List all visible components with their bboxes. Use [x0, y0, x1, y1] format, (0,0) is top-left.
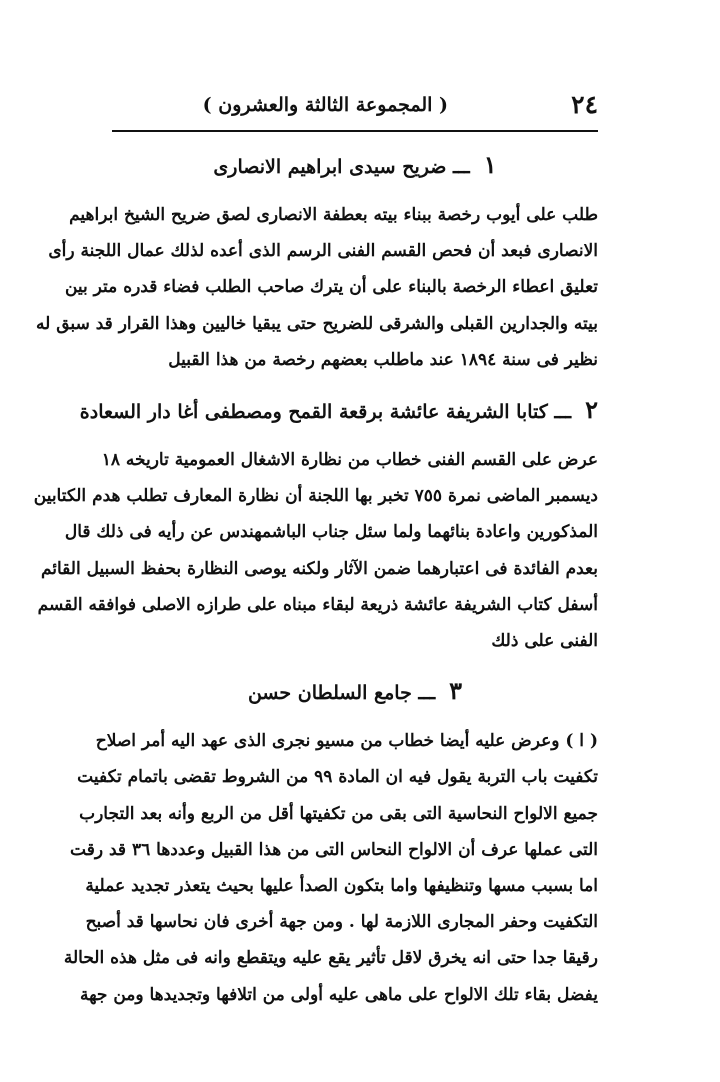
paragraph-line: ( ا ) وعرض عليه أيضا خطاب من مسيو نجرى الذى عهد اليه أمر اصلاح	[95, 731, 598, 752]
paragraph-line: المذكورين واعادة بنائهما ولما سئل جناب الباشمهندس عن رأيه فى ذلك قال	[64, 522, 598, 543]
section-title-2: ـــ كتابا الشريفة عائشة برقعة القمح ومصطفى أغا دار السعادة	[79, 401, 572, 424]
page-body	[33, 145, 598, 1013]
paragraph-line: طلب على أيوب رخصة ببناء بيته بعطفة الانصارى لصق ضريح الشيخ ابراهيم	[69, 205, 598, 225]
section-number-3: ٣	[449, 676, 463, 706]
paragraph-line: جميع الالواح النحاسية التى بقى من تكفيتها أقل من الربع وأنه بعد التجارب	[79, 803, 598, 824]
section-number-1: ١	[483, 150, 497, 179]
header-rule	[112, 130, 598, 132]
section-paragraph-3	[63, 723, 598, 1013]
section-heading-3	[112, 671, 598, 713]
paragraph-line: بعدم الفائدة فى اعتبارهما ضمن الآثار ولكنه يوصى النظارة بحفظ السبيل القائم	[40, 558, 598, 579]
paragraph-line: بيته والجدارين القبلى والشرقى للضريح حتى يبقيا خاليين وهذا القرار قد سبق له	[36, 313, 598, 334]
running-title: ( المجموعة الثالثة والعشرون )	[202, 94, 448, 116]
paragraph-line: الانصارى فبعد أن فحص القسم الفنى الرسم الذى أعده لذلك عمال اللجنة رأى	[48, 241, 598, 262]
page-header	[112, 88, 598, 128]
section-title-3: ـــ جامع السلطان حسن	[247, 682, 436, 705]
paragraph-line: أسفل كتاب الشريفة عائشة ذريعة لبقاء مبناه على طرازه الاصلى فوافقه القسم	[37, 594, 598, 615]
paragraph-line: نظير فى سنة ١٨٩٤ عند ماطلب بعضهم رخصة من هذا القبيل	[168, 349, 598, 370]
paragraph-line: يفضل بقاء تلك الالواح على ماهى عليه أولى من اتلافها وتجديدها ومن جهة	[79, 984, 598, 1005]
paragraph-line: عرض على القسم الفنى خطاب من نظارة الاشغال العمومية تاريخه ١٨	[101, 450, 598, 471]
paragraph-line: ديسمبر الماضى نمرة ٧٥٥ تخبر بها اللجنة أن نظارة المعارف تطلب هدم الكتابين	[33, 486, 598, 507]
section-paragraph-2	[33, 442, 598, 659]
section-number-2: ٢	[585, 395, 598, 425]
section-heading-2	[79, 390, 598, 432]
paragraph-line: تعليق اعطاء الرخصة بالبناء على أن يترك صاحب الطلب فضاء قدره متر بين	[64, 277, 598, 298]
paragraph-line: اما بسبب مسها وتنظيفها واما بتكون الصدأ عليها بحيث يتعذر تجديد عملية	[85, 876, 598, 897]
paragraph-line: رقيقا جدا حتى انه يخرق لاقل تأثير يقع عليه ويتقطع وانه فى مثل هذه الحالة	[63, 948, 598, 969]
paragraph-line: الفنى على ذلك	[491, 631, 598, 652]
section-paragraph-1	[36, 197, 598, 378]
section-title-1: ـــ ضريح سيدى ابراهيم الانصارى	[213, 156, 470, 178]
paragraph-line: التكفيت وحفر المجارى اللازمة لها . ومن جهة أخرى فان نحاسها قد أصبح	[85, 912, 598, 933]
paragraph-line: التى عملها عرف أن الالواح النحاس التى من هذا القبيل وعددها ٣٦ قد رقت	[70, 839, 598, 860]
page-number: ٢٤	[571, 90, 598, 119]
section-heading-1	[112, 145, 598, 187]
paragraph-line: تكفيت باب التربة يقول فيه ان المادة ٩٩ من الشروط تقضى باتمام تكفيت	[77, 767, 598, 788]
